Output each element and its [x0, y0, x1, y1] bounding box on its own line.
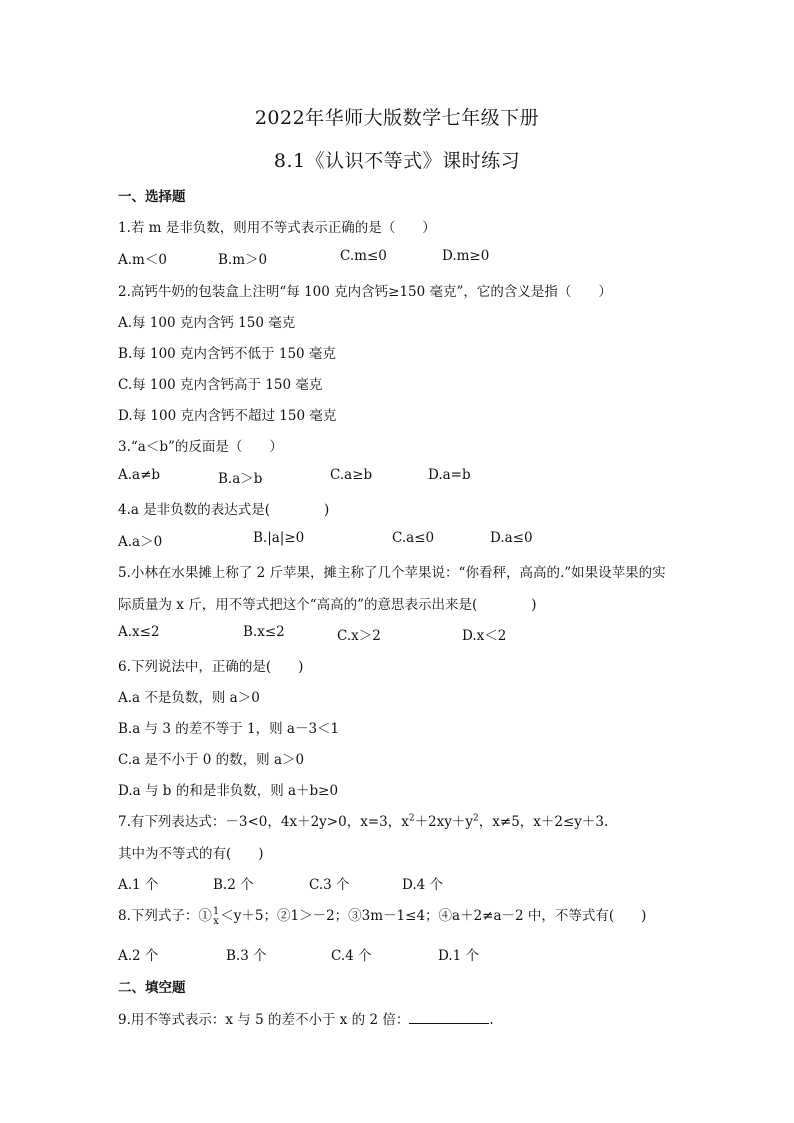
question-3-option-b: B.a＞b	[218, 471, 263, 487]
question-7-stem	[118, 810, 608, 830]
answer-blank[interactable]	[409, 1009, 489, 1024]
question-4-option-a: A.a＞0	[118, 534, 163, 550]
question-8-option-d: D.1 个	[438, 948, 480, 964]
question-8-fraction	[213, 907, 219, 927]
question-5-option-c: C.x＞2	[337, 628, 381, 644]
question-1-stem: 1.若 m 是非负数，则用不等式表示正确的是（ ）	[118, 220, 436, 236]
question-4-option-c: C.a≤0	[392, 530, 435, 546]
question-1-option-d: D.m≥0	[442, 248, 490, 264]
question-8-option-c: C.4 个	[331, 948, 372, 964]
question-2-option-c: C.每 100 克内含钙高于 150 毫克	[118, 377, 323, 393]
question-5-option-d: D.x＜2	[462, 628, 507, 644]
question-3-option-c: C.a≥b	[330, 467, 373, 483]
document-title: 2022年华师大版数学七年级下册	[254, 107, 540, 129]
question-2-option-a: A.每 100 克内含钙 150 毫克	[118, 315, 296, 331]
question-4-option-b: B.|a|≥0	[253, 530, 305, 546]
document-subtitle: 8.1《认识不等式》课时练习	[273, 150, 521, 172]
question-6-option-d: D.a 与 b 的和是非负数，则 a＋b≥0	[118, 783, 339, 799]
question-5-option-a: A.x≤2	[118, 624, 160, 640]
question-4-option-d: D.a≤0	[490, 530, 533, 546]
question-4-stem: 4.a 是非负数的表达式是( )	[118, 502, 330, 518]
question-7-stem-part2: ＋2xy＋y	[414, 814, 474, 830]
question-5-stem-line1: 5.小林在水果摊上称了 2 斤苹果，摊主称了几个苹果说：“你看秤，高高的.”如果设苹果的实	[118, 565, 666, 581]
question-6-option-c: C.a 是不小于 0 的数，则 a＞0	[118, 752, 305, 768]
question-1-option-c: C.m≤0	[340, 248, 387, 264]
question-7-stem-part1: 7.有下列表达式：－3<0，4x＋2y>0，x=3，x	[118, 814, 409, 830]
question-5-stem-line2: 际质量为 x 斤，用不等式把这个“高高的”的意思表示出来是( )	[118, 597, 537, 613]
question-7-stem-part3: ，x≠5，x＋2≤y＋3.	[478, 814, 609, 830]
question-1-option-b: B.m＞0	[218, 252, 268, 268]
fraction-denominator: x	[213, 915, 219, 927]
question-7-sup-2: 2	[473, 813, 479, 824]
question-7-sup-1: 2	[408, 813, 415, 824]
question-9-stem	[118, 1008, 494, 1028]
question-1-option-a: A.m＜0	[118, 252, 167, 268]
question-5-option-b: B.x≤2	[243, 624, 285, 640]
question-7-option-d: D.4 个	[402, 877, 444, 893]
question-2-stem: 2.高钙牛奶的包装盒上注明“每 100 克内含钙≥150 毫克”，它的含义是指（ ）	[118, 284, 612, 300]
question-2-option-b: B.每 100 克内含钙不低于 150 毫克	[118, 346, 336, 362]
section-choice-heading: 一、选择题	[118, 189, 186, 205]
question-8-option-a: A.2 个	[118, 948, 159, 964]
question-9-end: .	[489, 1012, 494, 1028]
question-6-stem: 6.下列说法中，正确的是( )	[118, 659, 304, 675]
question-3-option-d: D.a=b	[428, 467, 471, 483]
question-9-text: 9.用不等式表示：x 与 5 的差不小于 x 的 2 倍：	[118, 1012, 410, 1028]
fraction-numerator: 1	[212, 905, 220, 917]
question-8-stem	[118, 904, 646, 927]
question-8-stem-part2: ＜y＋5；②1＞－2；③3m－1≤4；④a＋2≠a－2 中，不等式有( )	[220, 908, 647, 924]
section-fill-heading: 二、填空题	[118, 980, 186, 996]
question-7-option-c: C.3 个	[309, 877, 350, 893]
question-3-stem: 3.“a＜b”的反面是（ ）	[118, 439, 283, 455]
question-2-option-d: D.每 100 克内含钙不超过 150 毫克	[118, 408, 337, 424]
question-3-option-a: A.a≠b	[118, 467, 161, 483]
question-7-option-b: B.2 个	[213, 877, 254, 893]
question-7-option-a: A.1 个	[118, 877, 159, 893]
question-6-option-b: B.a 与 3 的差不等于 1，则 a－3＜1	[118, 721, 340, 737]
question-8-option-b: B.3 个	[226, 948, 267, 964]
question-6-option-a: A.a 不是负数，则 a＞0	[118, 690, 260, 706]
question-8-stem-part1: 8.下列式子：①	[118, 908, 212, 924]
question-7-stem-line2: 其中为不等式的有( )	[118, 846, 264, 862]
